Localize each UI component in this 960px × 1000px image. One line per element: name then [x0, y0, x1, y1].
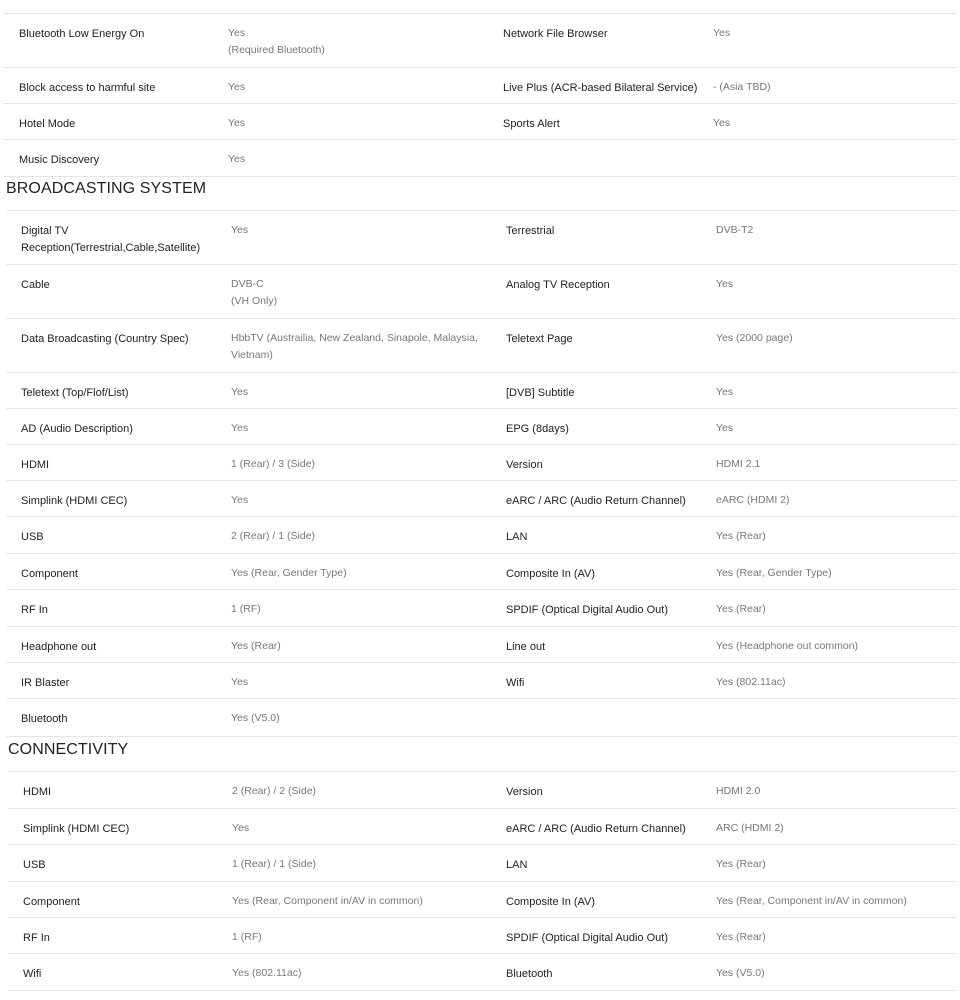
spec-label [506, 421, 569, 438]
spec-value-text: Yes [228, 27, 246, 39]
spec-row [4, 103, 956, 140]
spec-label [23, 784, 51, 801]
spec-row [8, 953, 956, 991]
spec-label-text: Bluetooth [506, 968, 553, 980]
spec-label-text: Composite In (AV) [506, 896, 596, 908]
spec-label-text: LAN [506, 859, 528, 871]
spec-row [6, 264, 958, 319]
spec-label-text: Wifi [23, 968, 42, 980]
spec-label [21, 675, 69, 692]
spec-label-text: eARC / ARC (Audio Return Channel) [506, 823, 686, 835]
spec-value [231, 330, 478, 364]
spec-label [506, 602, 668, 619]
spec-value-text: Yes (Headphone out common) [716, 640, 859, 652]
spec-row [6, 626, 958, 663]
spec-row [4, 139, 956, 177]
spec-value-text: Yes [231, 386, 249, 398]
spec-value-text: 1 (Rear) / 3 (Side) [231, 458, 316, 470]
section-heading: BROADCASTING SYSTEM [6, 180, 207, 197]
spec-label-text: HDMI [23, 786, 52, 798]
spec-value-text: Yes [228, 117, 246, 129]
spec-label [506, 457, 543, 474]
spec-row [6, 516, 958, 554]
spec-value [716, 330, 793, 347]
spec-label [23, 894, 80, 911]
section-heading: CONNECTIVITY [8, 741, 129, 758]
spec-label [506, 894, 595, 911]
spec-value [231, 528, 315, 545]
spec-label-text: Cable [21, 279, 50, 291]
spec-value [231, 710, 280, 727]
spec-value [232, 893, 423, 910]
spec-label [506, 857, 527, 874]
spec-value-text: Yes (Rear) [716, 603, 766, 615]
spec-label-text: USB [23, 859, 46, 871]
spec-label [19, 80, 155, 97]
spec-label-text: SPDIF (Optical Digital Audio Out) [506, 932, 669, 944]
spec-label-text: Teletext (Top/Flof/List) [21, 387, 129, 399]
spec-row [6, 318, 958, 373]
spec-label [21, 223, 200, 257]
spec-value-text: Yes [716, 386, 734, 398]
spec-label [19, 152, 99, 169]
spec-label-text: Digital TV [21, 225, 69, 237]
spec-value [231, 492, 248, 509]
spec-value [232, 783, 316, 800]
spec-value [716, 528, 766, 545]
spec-label-text: Sports Alert [503, 118, 560, 130]
spec-value-text: Yes [713, 117, 731, 129]
spec-value [232, 820, 249, 837]
spec-label-text: HDMI [21, 459, 50, 471]
spec-value [716, 601, 766, 618]
spec-label [506, 566, 595, 583]
spec-label [23, 821, 129, 838]
spec-value [228, 115, 245, 132]
spec-value-text: Yes (V5.0) [716, 967, 765, 979]
spec-value-text: Yes [231, 494, 249, 506]
spec-value [716, 276, 733, 293]
spec-value [716, 456, 760, 473]
spec-label-text: Hotel Mode [19, 118, 76, 130]
spec-value-text: HDMI 2.0 [716, 785, 761, 797]
spec-label-text: Version [506, 786, 543, 798]
spec-value [231, 222, 248, 239]
spec-value-text: Yes (2000 page) [716, 332, 793, 344]
spec-label-text: LAN [506, 531, 528, 543]
spec-value-text: Yes (Rear, Gender Type) [716, 567, 832, 579]
spec-value-text: DVB-T2 [716, 224, 754, 236]
spec-value [231, 420, 248, 437]
spec-label [21, 566, 78, 583]
spec-label-text: SPDIF (Optical Digital Audio Out) [506, 604, 669, 616]
spec-label [23, 930, 50, 947]
spec-row [8, 844, 956, 882]
spec-label [23, 857, 46, 874]
spec-value [716, 492, 790, 509]
spec-value [716, 893, 907, 910]
spec-value [228, 25, 325, 59]
spec-value [716, 420, 733, 437]
spec-label-text: Simplink (HDMI CEC) [23, 823, 130, 835]
spec-label [19, 116, 75, 133]
spec-value-text: Yes [713, 27, 731, 39]
spec-label-text: Simplink (HDMI CEC) [21, 495, 128, 507]
spec-label [21, 639, 96, 656]
spec-label-text: EPG (8days) [506, 423, 569, 435]
spec-label [506, 966, 552, 983]
spec-value [231, 384, 248, 401]
spec-value-text: Yes (802.11ac) [232, 967, 302, 979]
spec-value-text: 2 (Rear) / 1 (Side) [231, 530, 316, 542]
spec-row [6, 210, 958, 265]
spec-value-text: Yes (Rear) [716, 530, 766, 542]
spec-label-text: Version [506, 459, 543, 471]
spec-label [21, 277, 50, 294]
spec-value-text: Yes [228, 153, 246, 165]
spec-value [716, 565, 832, 582]
spec-value-text: Yes (Rear) [716, 931, 766, 943]
spec-label-text: Bluetooth Low Energy On [19, 28, 145, 40]
spec-value [716, 384, 733, 401]
spec-row [6, 589, 958, 627]
spec-label [21, 602, 48, 619]
spec-value-text: Yes [231, 422, 249, 434]
spec-label [21, 493, 127, 510]
spec-label [19, 26, 144, 43]
spec-row [6, 444, 958, 481]
spec-label-text: Network File Browser [503, 28, 608, 40]
spec-label [506, 223, 554, 240]
spec-row [8, 917, 956, 954]
spec-label-text-cont: Reception(Terrestrial,Cable,Satellite) [21, 242, 201, 254]
spec-value-text: Yes [231, 676, 249, 688]
spec-label-text: RF In [21, 604, 48, 616]
spec-label-text: Music Discovery [19, 154, 100, 166]
spec-row [6, 408, 958, 445]
spec-value-text: Yes (Rear) [716, 858, 766, 870]
spec-row [4, 67, 956, 104]
spec-label-text: [DVB] Subtitle [506, 387, 575, 399]
spec-value-text: HDMI 2.1 [716, 458, 761, 470]
spec-value-text: DVB-C [231, 278, 264, 290]
spec-value [228, 79, 245, 96]
spec-row [8, 771, 956, 809]
spec-value-text: Yes (Rear, Component in/AV in common) [716, 895, 907, 907]
spec-value [713, 79, 771, 96]
spec-label [506, 675, 524, 692]
spec-value-text: Yes (Rear) [231, 640, 281, 652]
spec-label-text: Terrestrial [506, 225, 555, 237]
spec-row [6, 372, 958, 409]
spec-value [716, 222, 753, 239]
spec-value-text: Yes [231, 224, 249, 236]
spec-label [506, 331, 573, 348]
spec-label-text: Wifi [506, 677, 525, 689]
spec-value-text: 2 (Rear) / 2 (Side) [232, 785, 317, 797]
spec-row [4, 13, 956, 68]
spec-label [506, 385, 574, 402]
spec-label [503, 116, 560, 133]
spec-row [6, 480, 958, 517]
spec-label [506, 639, 545, 656]
spec-label [506, 277, 610, 294]
spec-value [232, 856, 316, 873]
spec-value-text: Yes (Rear, Component in/AV in common) [232, 895, 423, 907]
spec-label [506, 784, 543, 801]
spec-value [716, 929, 766, 946]
spec-value [231, 276, 277, 310]
spec-label [503, 80, 697, 97]
spec-value [231, 456, 315, 473]
spec-label [21, 421, 133, 438]
spec-value [228, 151, 245, 168]
spec-label [21, 529, 44, 546]
spec-label [506, 493, 686, 510]
spec-value-text: Yes [232, 822, 250, 834]
spec-label-text: Data Broadcasting (Country Spec) [21, 333, 189, 345]
spec-label [506, 821, 686, 838]
spec-value-text: 1 (Rear) / 1 (Side) [232, 858, 317, 870]
spec-label [21, 331, 189, 348]
spec-label-text: Composite In (AV) [506, 568, 596, 580]
spec-value [716, 856, 766, 873]
spec-value [716, 820, 784, 837]
spec-label-text: USB [21, 531, 44, 543]
spec-label-text: Live Plus (ACR-based Bilateral Service) [503, 82, 698, 94]
spec-value [716, 965, 765, 982]
spec-label-text: Teletext Page [506, 333, 573, 345]
spec-label-text: Analog TV Reception [506, 279, 610, 291]
spec-label-text: RF In [23, 932, 50, 944]
spec-label-text: Line out [506, 641, 546, 653]
spec-value-text: 1 (RF) [232, 931, 262, 943]
spec-label [23, 966, 41, 983]
spec-value-text: eARC (HDMI 2) [716, 494, 790, 506]
spec-value [713, 115, 730, 132]
spec-value [232, 929, 262, 946]
spec-value-note: Vietnam) [231, 349, 273, 361]
spec-label [503, 26, 608, 43]
spec-value-text: HbbTV (Austrailia, New Zealand, Sinapole, Malaysia, [231, 332, 478, 344]
spec-row [8, 808, 956, 845]
spec-value [716, 638, 858, 655]
spec-label-text: Component [23, 896, 80, 908]
spec-value-text: ARC (HDMI 2) [716, 822, 784, 834]
spec-value-text: Yes (802.11ac) [716, 676, 786, 688]
spec-label-text: AD (Audio Description) [21, 423, 133, 435]
spec-label [21, 385, 129, 402]
spec-value-note: (Required Bluetooth) [228, 44, 325, 56]
spec-row [6, 553, 958, 590]
spec-value [231, 638, 281, 655]
spec-value [231, 601, 261, 618]
spec-value-text: Yes [228, 81, 246, 93]
spec-label-text: Block access to harmful site [19, 82, 156, 94]
spec-label-text: Component [21, 568, 78, 580]
spec-label [21, 457, 49, 474]
spec-value-text: Yes (V5.0) [231, 712, 280, 724]
spec-value [716, 674, 785, 691]
spec-label-text: eARC / ARC (Audio Return Channel) [506, 495, 686, 507]
spec-row [8, 881, 956, 918]
spec-value [232, 965, 301, 982]
spec-value-text: 1 (RF) [231, 603, 261, 615]
spec-label [506, 930, 668, 947]
spec-value [231, 565, 347, 582]
spec-value-text: Yes [716, 422, 734, 434]
spec-value [713, 25, 730, 42]
spec-value-text: Yes [716, 278, 734, 290]
spec-label [21, 711, 67, 728]
spec-value [716, 783, 760, 800]
spec-label-text: IR Blaster [21, 677, 70, 689]
spec-label [506, 529, 527, 546]
spec-row [6, 662, 958, 699]
spec-label-text: Headphone out [21, 641, 97, 653]
spec-value [231, 674, 248, 691]
spec-value-note: (VH Only) [231, 295, 278, 307]
spec-label-text: Bluetooth [21, 713, 68, 725]
spec-value-text: - (Asia TBD) [713, 81, 771, 93]
spec-value-text: Yes (Rear, Gender Type) [231, 567, 347, 579]
spec-row [6, 698, 958, 737]
